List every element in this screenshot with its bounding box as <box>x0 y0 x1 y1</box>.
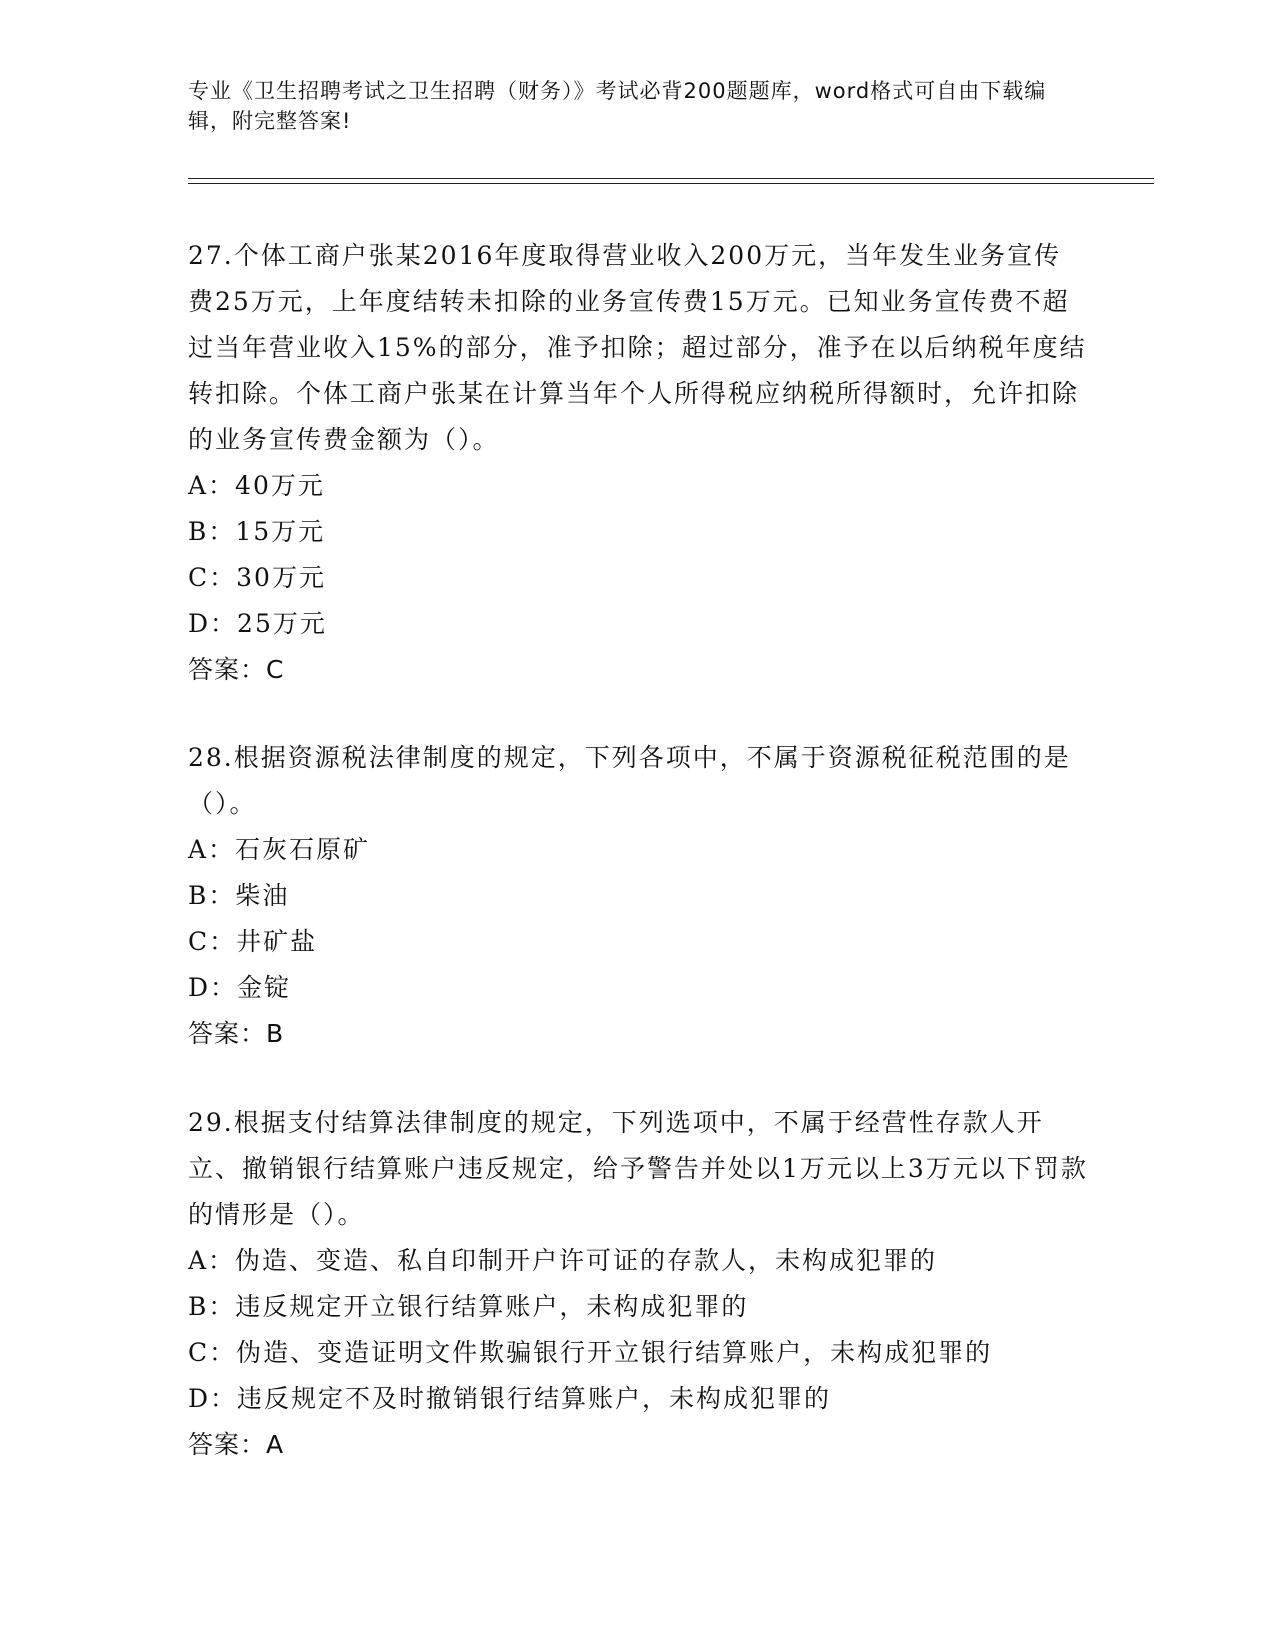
option-b: B：违反规定开立银行结算账户，未构成犯罪的 <box>188 1292 749 1321</box>
question-28 <box>188 735 1088 1057</box>
option-d: D：金锭 <box>188 973 292 1002</box>
header-divider-top <box>188 178 1154 179</box>
document-header: 专业《卫生招聘考试之卫生招聘（财务）》考试必背200题题库，word格式可自由下载编辑，附完整答案! <box>188 79 1047 133</box>
question-29 <box>188 1100 1088 1468</box>
answer-label: 答案：A <box>188 1430 285 1459</box>
answer-label: 答案：C <box>188 655 285 684</box>
option-b: B：15万元 <box>188 517 326 546</box>
question-stem: 28.根据资源税法律制度的规定，下列各项中，不属于资源税征税范围的是（）。 <box>188 743 1071 818</box>
option-a: A：石灰石原矿 <box>188 835 371 864</box>
question-stem: 29.根据支付结算法律制度的规定，下列选项中，不属于经营性存款人开立、撤销银行结算账户违反规定，给予警告并处以1万元以上3万元以下罚款的情形是（）。 <box>188 1108 1088 1229</box>
question-stem: 27.个体工商户张某2016年度取得营业收入200万元，当年发生业务宣传费25万元，上年度结转未扣除的业务宣传费15万元。已知业务宣传费不超过当年营业收入15%的部分，准予扣除；超过部分，准予在以后纳税年度结转扣除。个体工商户张某在计算当年个人所得税应纳税所得额时，允许扣除的业务宣传费金额为（）。 <box>188 241 1087 454</box>
option-b: B：柴油 <box>188 881 290 910</box>
option-d: D：违反规定不及时撤销银行结算账户，未构成犯罪的 <box>188 1384 832 1413</box>
option-a: A：40万元 <box>188 471 325 500</box>
option-c: C：30万元 <box>188 563 326 592</box>
option-c: C：伪造、变造证明文件欺骗银行开立银行结算账户，未构成犯罪的 <box>188 1338 993 1367</box>
question-27 <box>188 233 1088 693</box>
option-d: D：25万元 <box>188 609 327 638</box>
option-c: C：井矿盐 <box>188 927 318 956</box>
option-a: A：伪造、变造、私自印制开户许可证的存款人，未构成犯罪的 <box>188 1246 938 1275</box>
header-divider-bottom <box>188 183 1154 184</box>
answer-label: 答案：B <box>188 1019 285 1048</box>
